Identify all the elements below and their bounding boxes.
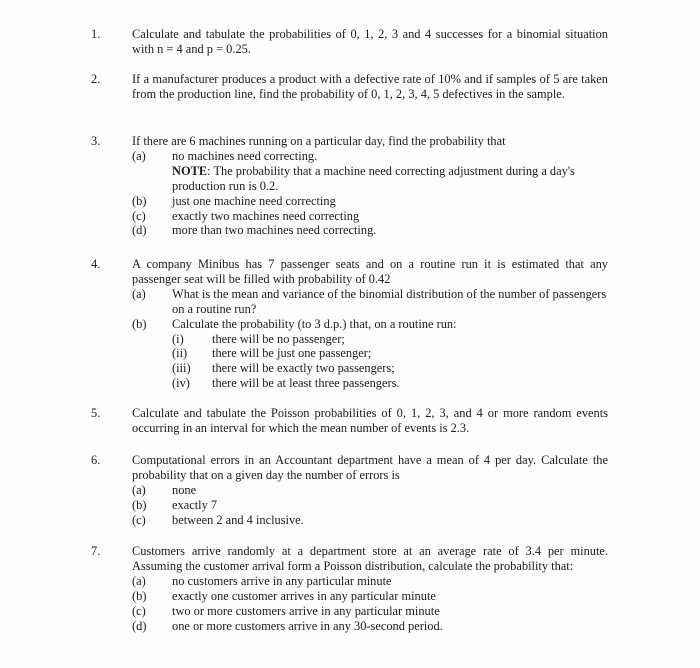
subpart-text: there will be no passenger; — [212, 331, 345, 346]
part-text: one or more customers arrive in any 30-second period. — [172, 618, 443, 633]
part-a — [132, 149, 608, 164]
question-number: 2. — [91, 72, 101, 86]
part-b — [132, 194, 608, 209]
part-text: exactly one customer arrives in any particular minute — [172, 588, 436, 603]
question-number: 3. — [91, 134, 101, 148]
part-label: (c) — [132, 208, 146, 223]
subpart-iii — [132, 361, 608, 376]
part-b — [132, 589, 608, 604]
part-label: (a) — [132, 286, 146, 301]
subpart-label: (ii) — [172, 346, 188, 361]
part-text: between 2 and 4 inclusive. — [172, 512, 304, 527]
part-a — [132, 287, 608, 317]
part-c — [132, 209, 608, 224]
question-number: 5. — [91, 406, 101, 420]
part-label: (a) — [132, 482, 146, 497]
part-text: exactly 7 — [172, 497, 218, 512]
question-intro: Customers arrive randomly at a department store at an average rate of 3.4 per minute. Assuming the customer arrival form a Poisson distribution, calculate the probability that: — [132, 544, 608, 573]
question-number: 4. — [91, 257, 101, 271]
question-intro: If there are 6 machines running on a particular day, find the probability that — [132, 134, 506, 148]
part-d — [132, 619, 608, 634]
part-text: exactly two machines need correcting — [172, 208, 360, 223]
subpart-label: (iv) — [172, 376, 190, 391]
part-label: (c) — [132, 603, 146, 618]
subpart-label: (iii) — [172, 361, 191, 376]
part-text: no customers arrive in any particular minute — [172, 573, 392, 588]
part-label: (b) — [132, 193, 147, 208]
subpart-ii — [132, 346, 608, 361]
part-b — [132, 498, 608, 513]
subpart-text: there will be exactly two passengers; — [212, 361, 395, 376]
part-label: (a) — [132, 573, 146, 588]
question-number: 7. — [91, 544, 101, 558]
subpart-text: there will be just one passenger; — [212, 346, 372, 361]
part-text: Calculate the probability (to 3 d.p.) that, on a routine run: — [172, 316, 457, 331]
part-label: (b) — [132, 497, 147, 512]
part-label: (c) — [132, 512, 146, 527]
note-text: : The probability that a machine need correcting adjustment during a day's production run is 0.2. — [172, 163, 575, 193]
part-text: none — [172, 482, 197, 497]
part-label: (a) — [132, 148, 146, 163]
part-text: no machines need correcting. — [172, 148, 318, 163]
question-number: 1. — [91, 27, 101, 41]
part-label: (b) — [132, 588, 147, 603]
part-label: (d) — [132, 223, 147, 238]
subpart-i — [132, 332, 608, 347]
part-text: just one machine need correcting — [172, 193, 336, 208]
part-a — [132, 483, 608, 498]
note — [132, 164, 608, 194]
question-intro: A company Minibus has 7 passenger seats and on a routine run it is estimated that any passenger seat will be filled with probability of 0.42 — [132, 257, 608, 286]
part-c — [132, 513, 608, 528]
part-label: (b) — [132, 316, 147, 331]
question-text: If a manufacturer produces a product with a defective rate of 10% and if samples of 5 are taken from the production line, find the probability of 0, 1, 2, 3, 4, 5 defectives in the sample. — [132, 72, 608, 101]
question-number: 6. — [91, 453, 101, 467]
part-text: What is the mean and variance of the binomial distribution of the number of passengers on a routine run? — [172, 286, 607, 316]
question-text: Calculate and tabulate the Poisson probabilities of 0, 1, 2, 3, and 4 or more random events occurring in an interval for which the mean number of events is 2.3. — [132, 406, 608, 435]
question-text: Calculate and tabulate the probabilities of 0, 1, 2, 3 and 4 successes for a binomial situation with n = 4 and p = 0.25. — [132, 27, 608, 56]
part-a — [132, 574, 608, 589]
subpart-iv — [132, 376, 608, 391]
subpart-label: (i) — [172, 331, 184, 346]
part-label: (d) — [132, 618, 147, 633]
note-label: NOTE — [172, 163, 208, 178]
subpart-text: there will be at least three passengers. — [212, 376, 400, 391]
part-d — [132, 223, 608, 238]
part-c — [132, 604, 608, 619]
question-intro: Computational errors in an Accountant department have a mean of 4 per day. Calculate the probability that on a given day the number of errors is — [132, 453, 608, 482]
part-b — [132, 317, 608, 332]
part-text: two or more customers arrive in any particular minute — [172, 603, 440, 618]
part-text: more than two machines need correcting. — [172, 223, 377, 238]
